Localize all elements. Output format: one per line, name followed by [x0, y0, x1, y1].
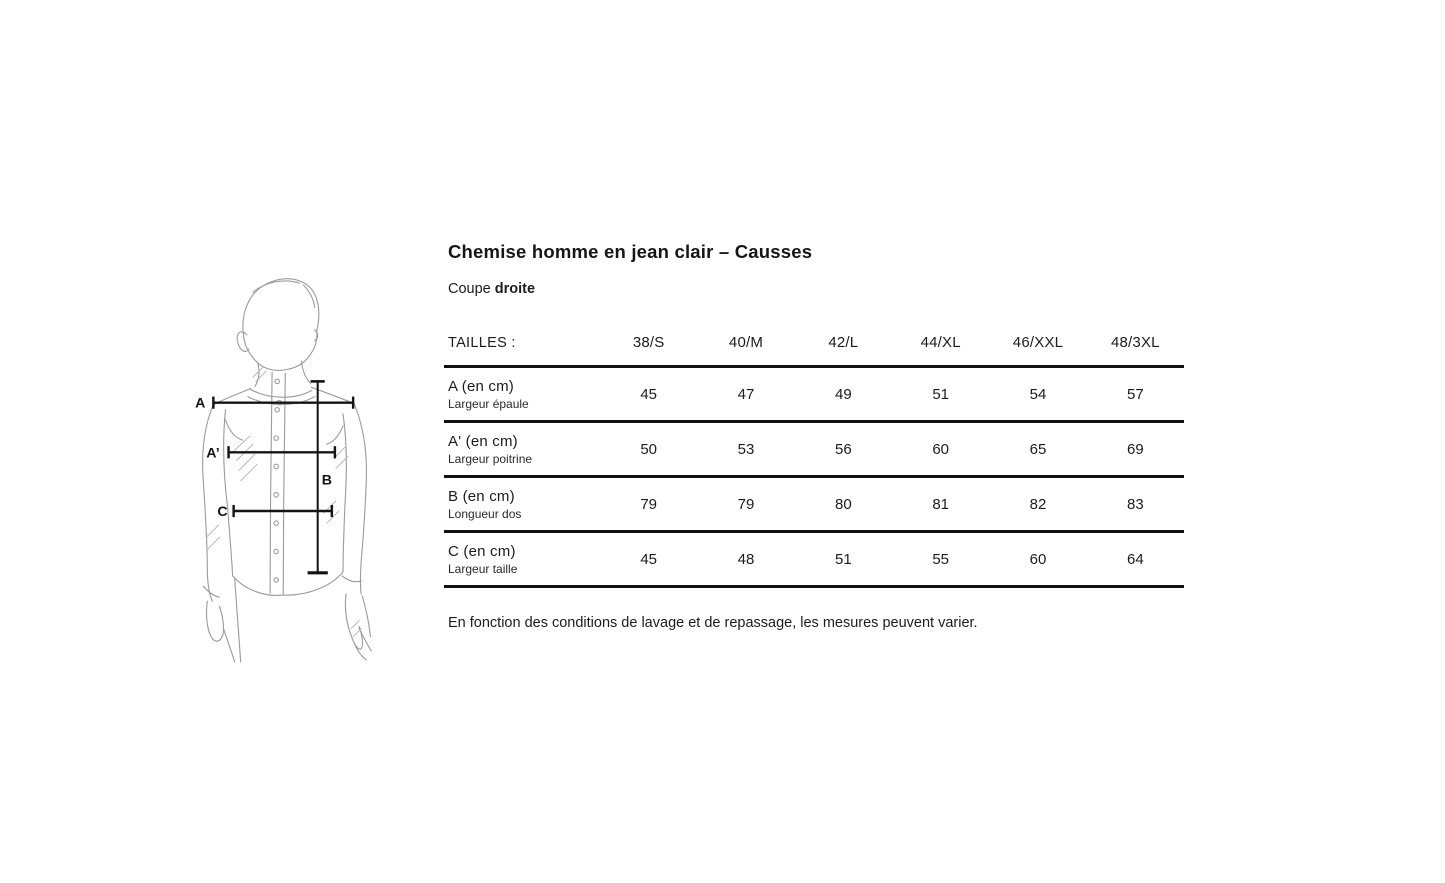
measure-header	[444, 379, 600, 410]
table-cell: 81	[932, 495, 949, 513]
size-guide-content	[444, 241, 1184, 631]
measure-label-a-prime: A’	[206, 445, 220, 462]
table-cell: 47	[737, 385, 755, 403]
table-cell: 48	[737, 550, 755, 568]
fit-value: droite	[494, 281, 536, 297]
measure-description: Longueur dos	[448, 506, 522, 521]
table-cell: 51	[834, 550, 852, 568]
measure-header	[444, 544, 600, 575]
measure-code: B (en cm)	[448, 487, 515, 505]
table-row-waist	[444, 533, 1184, 588]
table-cell: 83	[1126, 495, 1144, 513]
table-cell: 64	[1126, 550, 1144, 568]
size-table-header-row	[444, 320, 1184, 368]
table-cell: 79	[737, 495, 755, 513]
size-col-header: 48/3XL	[1110, 334, 1160, 351]
measure-label-a: A	[195, 395, 206, 412]
table-cell: 57	[1126, 385, 1144, 403]
table-cell: 56	[834, 440, 852, 458]
measurement-overlay	[195, 381, 353, 572]
table-cell: 60	[932, 440, 949, 458]
table-cell: 80	[834, 495, 852, 513]
table-cell: 55	[932, 550, 949, 568]
care-note: En fonction des conditions de lavage et de repassage, les mesures peuvent varier.	[448, 615, 978, 631]
table-cell: 51	[932, 385, 949, 403]
size-col-header: 42/L	[828, 334, 859, 351]
table-cell: 65	[1029, 440, 1047, 458]
table-cell: 79	[640, 495, 657, 513]
size-col-header: 44/XL	[920, 334, 961, 351]
table-cell: 82	[1029, 495, 1047, 513]
fit-label: Coupe	[448, 281, 491, 297]
table-cell: 53	[737, 440, 755, 458]
table-cell: 60	[1029, 550, 1047, 568]
sizes-header-label: TAILLES :	[448, 334, 516, 351]
measure-code: C (en cm)	[448, 542, 516, 560]
measure-header	[444, 434, 600, 465]
measure-description: Largeur poitrine	[448, 451, 533, 466]
table-row-chest	[444, 423, 1184, 478]
measure-header	[444, 489, 600, 520]
table-cell: 54	[1029, 385, 1047, 403]
measure-description: Largeur taille	[448, 561, 518, 576]
size-col-header: 40/M	[728, 334, 764, 351]
measure-code: A (en cm)	[448, 377, 514, 395]
product-title: Chemise homme en jean clair – Causses	[448, 241, 813, 262]
table-cell: 69	[1126, 440, 1144, 458]
size-table	[444, 320, 1184, 588]
table-row-shoulder	[444, 368, 1184, 423]
fit-line	[444, 281, 1184, 297]
shirt-sketch-svg	[193, 272, 413, 667]
table-cell: 45	[640, 385, 657, 403]
measure-label-b: B	[321, 472, 332, 489]
measure-description: Largeur épaule	[448, 396, 529, 411]
size-col-header: 38/S	[632, 334, 665, 351]
table-cell: 45	[640, 550, 657, 568]
table-row-back-length	[444, 478, 1184, 533]
measure-code: A' (en cm)	[448, 432, 518, 450]
shirt-sketch	[203, 279, 372, 662]
measure-label-c: C	[217, 504, 228, 521]
table-cell: 50	[640, 440, 657, 458]
table-cell: 49	[834, 385, 852, 403]
size-col-header: 46/XXL	[1012, 334, 1064, 351]
shirt-measurement-diagram	[193, 272, 413, 667]
